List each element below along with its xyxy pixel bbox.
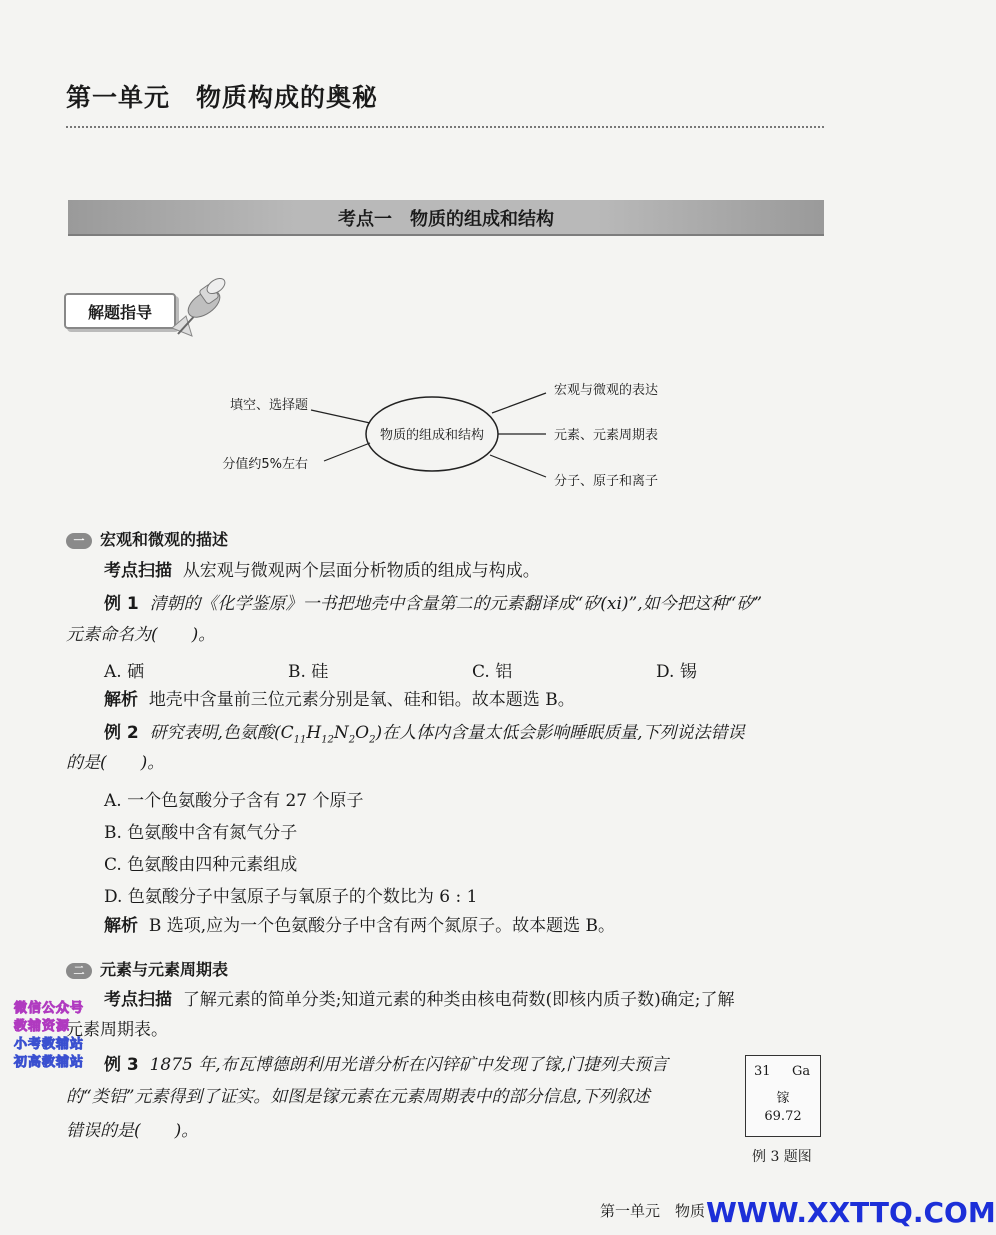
watermark-line: 微信公众号: [14, 1001, 85, 1016]
analysis-paragraph: [104, 689, 575, 711]
option: C. 色氨酸由四种元素组成: [104, 855, 298, 875]
guide-tag: [64, 293, 176, 329]
section-band: [68, 200, 824, 236]
example-line: 的“类铝”元素得到了证实。如图是镓元素在元素周期表中的部分信息,下列叙述: [66, 1087, 650, 1107]
analysis-text: 地壳中含量前三位元素分别是氧、硅和铝。故本题选 B。: [148, 690, 575, 710]
atomic-mass: 69.72: [764, 1109, 802, 1124]
option: A. 一个色氨酸分子含有 27 个原子: [104, 791, 364, 811]
option: B. 色氨酸中含有氮气分子: [104, 823, 298, 843]
guide-label: 解题指导: [87, 303, 152, 322]
example-line: 的是( )。: [66, 753, 165, 773]
section-title: 考点一 物质的组成和结构: [338, 209, 554, 230]
option: D. 锡: [656, 662, 697, 682]
mindmap-left-label: 分值约5%左右: [222, 457, 308, 472]
element-symbol: Ga: [792, 1064, 811, 1079]
mindmap-left-label: 填空、选择题: [229, 398, 308, 413]
example-text: 研究表明,色氨酸$(C_{11}H_{12}N_2O_2)$在人体内含量太低会影响睡眠质量,下列说法错误: [149, 723, 745, 746]
section-heading: [66, 527, 228, 550]
option: A. 硒: [104, 662, 145, 682]
unit-title: 第一单元 物质构成的奥秘: [66, 83, 379, 112]
mindmap-edge: [492, 393, 546, 413]
example-line: 错误的是( )。: [66, 1121, 199, 1141]
mindmap-right-label: 宏观与微观的表达: [554, 383, 659, 398]
analysis-paragraph: [104, 915, 615, 937]
section-number-badge: 一: [66, 533, 92, 549]
pushpin-icon: [168, 276, 230, 342]
mindmap-edge: [490, 455, 546, 477]
watermark-line: 初高教辅站: [14, 1055, 85, 1070]
page-footer: 第一单元 物质: [600, 1202, 706, 1220]
scan-paragraph: [104, 989, 735, 1011]
mindmap-edge: [311, 410, 370, 423]
scan-paragraph: [104, 560, 540, 582]
example-label: 例 3: [104, 1055, 139, 1075]
element-name: 镓: [776, 1091, 790, 1106]
analysis-label: 解析: [104, 690, 138, 710]
example-text: 1875 年,布瓦博德朗利用光谱分析在闪锌矿中发现了镓,门捷列夫预言: [149, 1055, 669, 1075]
title-divider: [66, 126, 824, 128]
analysis-text: B 选项,应为一个色氨酸分子中含有两个氮原子。故本题选 B。: [148, 916, 616, 936]
example-line: [104, 1054, 668, 1076]
option: D. 色氨酸分子中氢原子与氧原子的个数比为 6 : 1: [104, 887, 478, 907]
section-heading-text: 元素与元素周期表: [100, 960, 229, 979]
option: C. 铝: [472, 662, 513, 682]
section-heading-text: 宏观和微观的描述: [100, 530, 229, 549]
option: B. 硅: [288, 662, 329, 682]
example-line: [104, 593, 762, 615]
mindmap-center-label: 物质的组成和结构: [379, 428, 485, 443]
mindmap: [200, 375, 680, 495]
analysis-label: 解析: [104, 916, 138, 936]
scan-text: 从宏观与微观两个层面分析物质的组成与构成。: [182, 561, 540, 581]
watermark-line: 小考教辅站: [14, 1037, 85, 1052]
section-number-badge: 二: [66, 963, 92, 979]
example-text: 清朝的《化学鉴原》一书把地壳中含量第二的元素翻译成“矽(xi)”,如今把这种“矽”: [149, 594, 763, 614]
scan-text: 了解元素的简单分类;知道元素的种类由核电荷数(即核内质子数)确定;了解: [182, 990, 735, 1010]
mindmap-right-label: 分子、原子和离子: [554, 474, 659, 489]
example-label: 例 1: [104, 594, 139, 614]
element-card: [745, 1055, 821, 1137]
example-line: 元素命名为( )。: [66, 625, 216, 645]
scan-paragraph-continued: 元素周期表。: [66, 1020, 168, 1040]
scan-label: 考点扫描: [104, 990, 172, 1010]
watermark-line: 教辅资源: [14, 1019, 71, 1034]
watermark-stamp: [14, 1000, 118, 1072]
mindmap-right-label: 元素、元素周期表: [554, 428, 659, 443]
figure-caption: 例 3 题图: [752, 1149, 812, 1165]
section-heading: [66, 957, 228, 980]
mindmap-edge: [324, 443, 370, 461]
atomic-number: 31: [754, 1064, 771, 1079]
example-label: 例 2: [104, 723, 139, 743]
scan-label: 考点扫描: [104, 561, 172, 581]
site-watermark: WWW.XXTTQ.COM: [706, 1196, 996, 1229]
example-line: [104, 722, 745, 751]
